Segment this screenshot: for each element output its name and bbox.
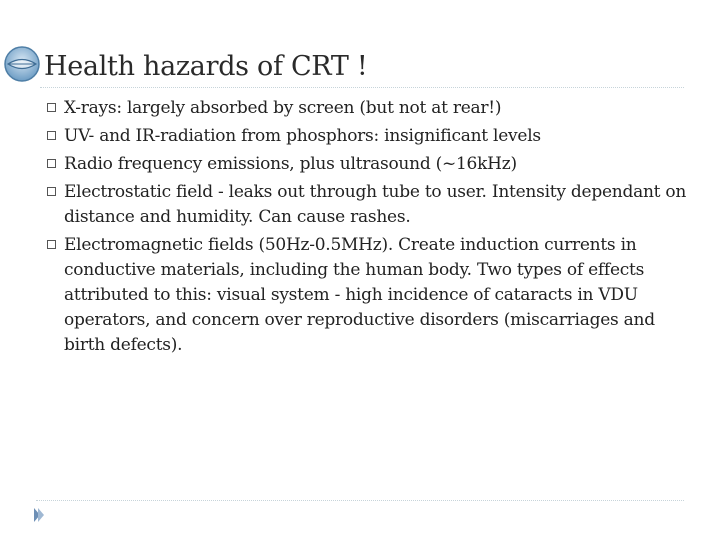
list-item [46,180,696,230]
bullet-text: Electrostatic field - leaks out through tube to user. Intensity dependant on distance and humidity. Can cause rashes. [64,182,687,227]
checkbox-bullet-icon [47,187,56,196]
checkbox-bullet-icon [47,240,56,249]
bullet-text: X-rays: largely absorbed by screen (but not at rear!) [64,98,502,118]
bullet-text: UV- and IR-radiation from phosphors: insignificant levels [64,126,541,146]
checkbox-bullet-icon [47,131,56,140]
title-bullet-icon [2,44,42,84]
footer-divider [36,500,684,501]
title-divider [40,87,684,88]
list-item [46,152,696,177]
bullet-text: Electromagnetic fields (50Hz-0.5MHz). Create induction currents in conductive materials, including the human body. Two types of effects attributed to this: visual system - high incidence of cataracts in VDU operators, and concern over reproductive disorders (miscarriages and birth defects). [64,235,655,355]
list-item [46,124,696,149]
list-item [46,96,696,121]
checkbox-bullet-icon [47,103,56,112]
bullet-text: Radio frequency emissions, plus ultrasound (~16kHz) [64,154,517,174]
slide-title: Health hazards of CRT ! [44,51,368,82]
bullet-list [46,96,696,361]
checkbox-bullet-icon [47,159,56,168]
list-item [46,233,696,358]
double-chevron-icon [32,507,46,523]
